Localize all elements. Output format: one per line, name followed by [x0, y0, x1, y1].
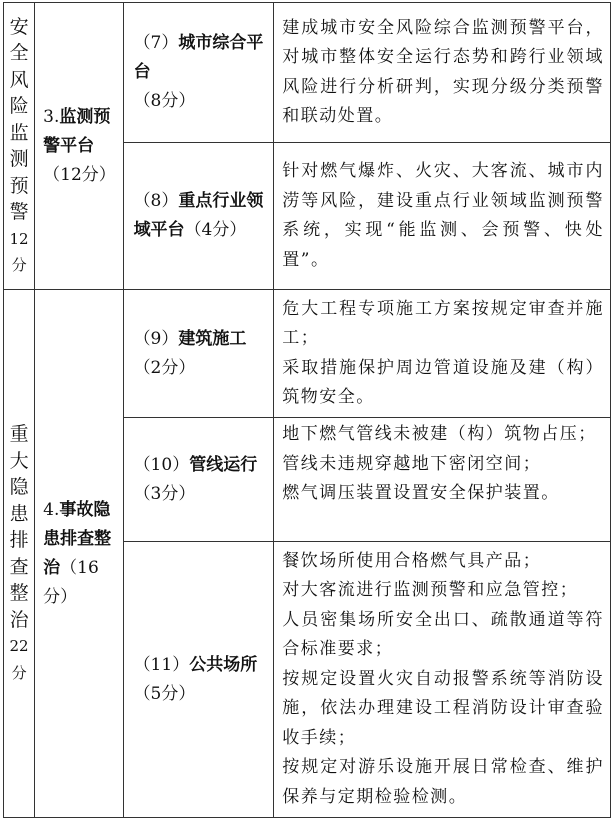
category-char: 测 — [9, 148, 29, 170]
table-row — [4, 3, 611, 143]
item-score: （3分） — [133, 483, 196, 504]
item-name: 建筑施工 — [178, 328, 247, 349]
subcategory-score: （16分） — [43, 557, 99, 607]
subcategory-name: 监测预警平台 — [43, 106, 111, 156]
requirement-line: 针对燃气爆炸、火灾、大客流、城市内涝等风险，建设重点行业领域监测预警系统，实现“能监测、会预警、快处置”。 — [282, 161, 604, 270]
category-score: 22 — [9, 637, 29, 655]
category-cell — [4, 290, 35, 818]
subcategory-score: （12分） — [43, 164, 116, 185]
item-cell — [123, 290, 274, 418]
category-char: 整 — [9, 582, 29, 604]
requirement-line: 按规定设置火灾自动报警系统等消防设施，依法办理建设工程消防设计审查验收手续； — [282, 668, 604, 748]
requirement-cell — [274, 3, 611, 143]
category-char: 险 — [9, 95, 29, 117]
subcategory-name: 事故隐患排查整治 — [43, 499, 112, 578]
category-cell — [4, 3, 35, 290]
category-score: 分 — [11, 663, 27, 682]
requirement-cell — [274, 542, 611, 818]
requirement-line: 建成城市安全风险综合监测预警平台，对城市整体安全运行态势和跨行业领域风险进行分析研判，实现分级分类预警和联动处置。 — [282, 17, 604, 126]
requirement-line: 危大工程专项施工方案按规定审查并施工； — [282, 298, 604, 348]
subcategory-cell — [35, 290, 123, 818]
item-num: （9） — [133, 328, 179, 349]
category-char: 排 — [9, 529, 29, 551]
category-char: 监 — [9, 121, 29, 144]
item-cell — [123, 542, 274, 818]
category-char: 治 — [9, 608, 29, 631]
assessment-table — [3, 2, 611, 818]
item-num: （10） — [133, 454, 190, 475]
subcategory-cell — [35, 3, 123, 290]
requirement-line: 按规定对游乐设施开展日常检查、维护保养与定期检验检测。 — [282, 757, 604, 807]
requirement-line: 管线未违规穿越地下密闭空间； — [282, 453, 542, 474]
category-char: 全 — [9, 42, 29, 64]
requirement-line: 对大客流进行监测预警和应急管控； — [282, 580, 579, 601]
item-name: 公共场所 — [189, 654, 258, 675]
category-score: 分 — [11, 256, 27, 274]
requirement-cell — [274, 290, 611, 418]
requirement-line: 人员密集场所安全出口、疏散通道等符合标准要求； — [282, 609, 604, 660]
item-score: （4分） — [184, 220, 247, 240]
category-char: 安 — [9, 15, 29, 38]
item-name: 管线运行 — [189, 454, 258, 475]
category-char: 患 — [9, 502, 29, 525]
category-char: 查 — [9, 555, 29, 578]
category-char: 大 — [9, 449, 29, 472]
item-name: 重点行业领域平台 — [133, 191, 264, 240]
item-num: （7） — [133, 33, 179, 53]
item-score: （8分） — [133, 91, 196, 111]
category-score: 12 — [9, 229, 29, 248]
requirement-cell — [274, 418, 611, 542]
category-char: 重 — [9, 423, 29, 445]
item-cell — [123, 418, 274, 542]
item-name: 城市综合平台 — [133, 33, 264, 82]
category-char: 风 — [9, 68, 29, 91]
item-cell — [123, 3, 274, 143]
item-num: （8） — [133, 191, 179, 211]
item-score: （5分） — [133, 683, 196, 704]
subcategory-num: 4. — [43, 499, 60, 520]
category-char: 隐 — [9, 476, 29, 498]
requirement-cell — [274, 143, 611, 290]
category-char: 预 — [9, 174, 29, 197]
category-char: 警 — [9, 201, 29, 223]
requirement-line: 餐饮场所使用合格燃气具产品； — [282, 550, 542, 571]
item-cell — [123, 143, 274, 290]
item-score: （2分） — [133, 357, 196, 378]
requirement-line: 采取措施保护周边管道设施及建（构）筑物安全。 — [282, 357, 604, 407]
table-row — [4, 290, 611, 418]
requirement-line: 燃气调压装置设置安全保护装置。 — [282, 483, 560, 503]
item-num: （11） — [133, 654, 190, 675]
requirement-line: 地下燃气管线未被建（构）筑物占压； — [282, 424, 597, 444]
subcategory-num: 3. — [43, 106, 60, 127]
